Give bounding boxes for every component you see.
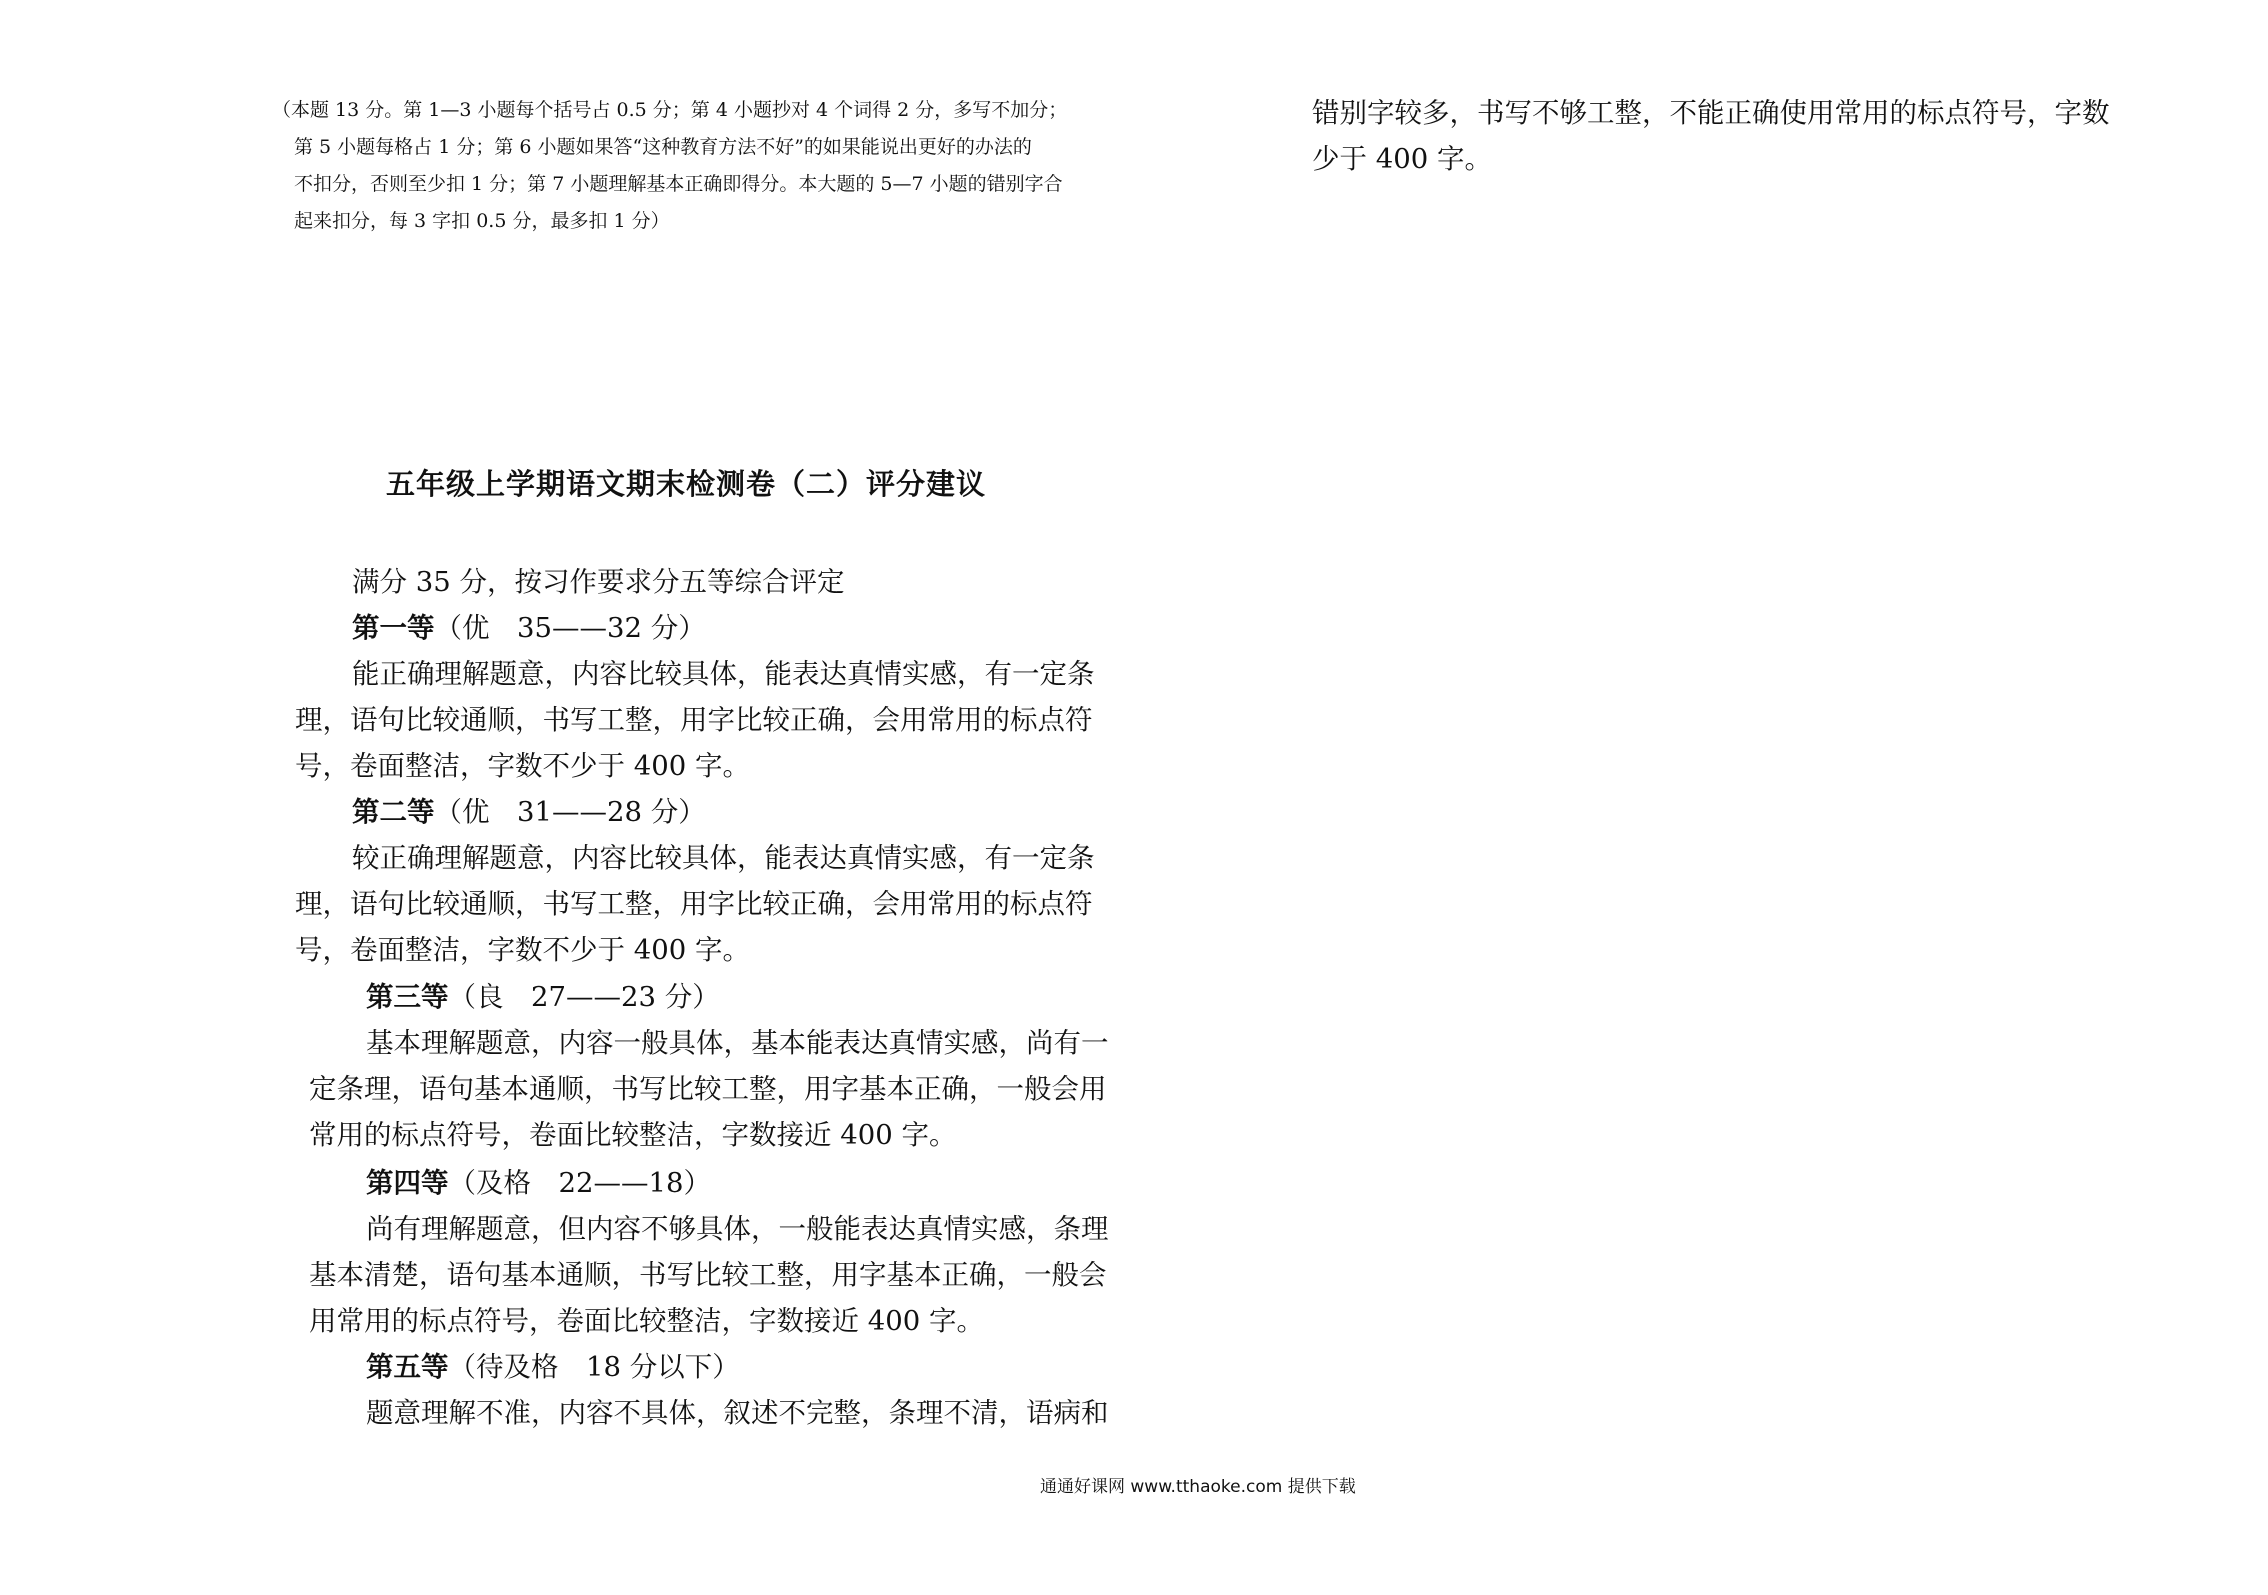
grade-line: 能正确理解题意，内容比较具体，能表达真情实感，有一定条 [352, 658, 1095, 690]
note-line: 起来扣分，每 3 字扣 0.5 分，最多扣 1 分） [294, 210, 670, 232]
grade-range: （待及格 18 分以下） [448, 1351, 740, 1383]
grade-line: 号，卷面整洁，字数不少于 400 字。 [295, 750, 750, 782]
grade-line: 基本清楚，语句基本通顺，书写比较工整，用字基本正确，一般会 [309, 1259, 1107, 1291]
section-intro-grade1 [295, 559, 1095, 789]
grade-heading [309, 1344, 1109, 1390]
grade-line: 定条理，语句基本通顺，书写比较工整，用字基本正确，一般会用 [309, 1073, 1107, 1105]
grade-line: 基本理解题意，内容一般具体，基本能表达真情实感，尚有一 [366, 1027, 1109, 1059]
right-column-continuation [1312, 90, 2110, 182]
note-line: （本题 13 分。第 1—3 小题每个括号占 0.5 分；第 4 小题抄对 4 个词得 2 分，多写不加分； [272, 99, 1068, 121]
grade-name: 第一等 [352, 612, 435, 644]
grade-line: 理，语句比较通顺，书写工整，用字比较正确，会用常用的标点符 [295, 888, 1093, 920]
grade-line: 常用的标点符号，卷面比较整洁，字数接近 400 字。 [309, 1119, 957, 1151]
grade-line: 理，语句比较通顺，书写工整，用字比较正确，会用常用的标点符 [295, 704, 1093, 736]
grade-range: （优 31——28 分） [434, 796, 706, 828]
page-title: 五年级上学期语文期末检测卷（二）评分建议 [386, 467, 987, 501]
section-grade3 [309, 974, 1109, 1158]
continuation-line: 少于 400 字。 [1312, 143, 1492, 175]
section-grade2 [295, 789, 1095, 973]
grade-name: 第五等 [366, 1351, 449, 1383]
grade-line: 用常用的标点符号，卷面比较整洁，字数接近 400 字。 [309, 1305, 984, 1337]
grade-line: 尚有理解题意，但内容不够具体，一般能表达真情实感，条理 [366, 1213, 1109, 1245]
footer-source: 通通好课网 www.tthaoke.com 提供下载 [1040, 1477, 1356, 1497]
grade-heading [295, 605, 1095, 651]
grade-name: 第四等 [366, 1167, 449, 1199]
note-line: 第 5 小题每格占 1 分；第 6 小题如果答“这种教育方法不好”的如果能说出更好的办法的 [294, 136, 1032, 158]
continuation-line: 错别字较多，书写不够工整，不能正确使用常用的标点符号，字数 [1312, 97, 2110, 129]
grade-line: 较正确理解题意，内容比较具体，能表达真情实感，有一定条 [352, 842, 1095, 874]
note-line: 不扣分，否则至少扣 1 分；第 7 小题理解基本正确即得分。本大题的 5—7 小题的错别字合 [294, 173, 1063, 195]
scoring-note [272, 92, 1152, 240]
grade-range: （及格 22——18） [448, 1167, 711, 1199]
intro-line: 满分 35 分，按习作要求分五等综合评定 [352, 566, 845, 598]
grade-heading [309, 974, 1109, 1020]
grade-heading [295, 789, 1095, 835]
grade-range: （良 27——23 分） [448, 981, 720, 1013]
grade-line: 号，卷面整洁，字数不少于 400 字。 [295, 934, 750, 966]
grade-name: 第三等 [366, 981, 449, 1013]
grade-range: （优 35——32 分） [434, 612, 706, 644]
section-grade4-grade5 [309, 1160, 1109, 1436]
grade-line: 题意理解不准，内容不具体，叙述不完整，条理不清，语病和 [366, 1397, 1109, 1429]
grade-name: 第二等 [352, 796, 435, 828]
grade-heading [309, 1160, 1109, 1206]
